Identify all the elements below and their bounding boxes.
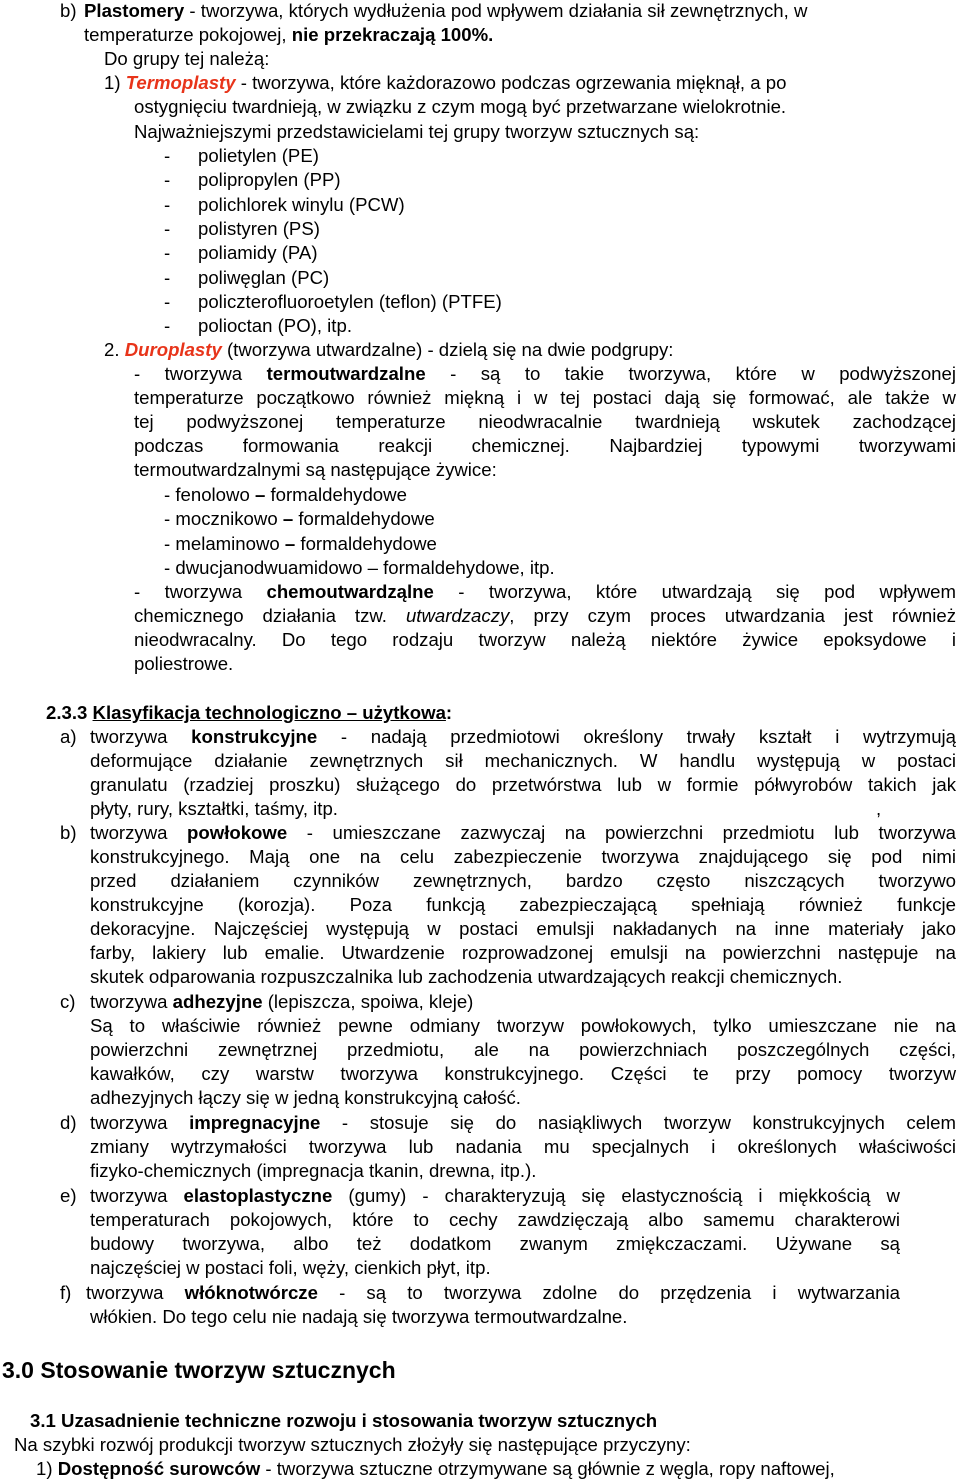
section-233-heading xyxy=(46,702,452,724)
chemo-line-4: poliestrowe. xyxy=(134,653,234,674)
plastomery-line-1 xyxy=(84,0,807,22)
resin-item-b: formaldehydowe xyxy=(265,484,407,505)
section-233-colon: : xyxy=(445,702,453,723)
chemo-line-2 xyxy=(134,605,956,627)
point-1-term: Dostępność surowców xyxy=(57,1458,261,1479)
item-f-line-2: włókien. Do tego celu nie nadają się tworzywa termoutwardzalne. xyxy=(90,1306,628,1327)
resin-item xyxy=(164,508,435,530)
item-a-stray-comma: , xyxy=(876,798,882,819)
termo-pre: - tworzywa xyxy=(134,363,267,384)
termoplasty-lead: Najważniejszymi przedstawicielami tej grupy tworzyw sztucznych są: xyxy=(134,121,700,142)
dash-bullet: - xyxy=(164,290,171,312)
termoplasty-term: Termoplasty xyxy=(125,72,236,93)
item-d-line-2: zmiany wytrzymałości tworzywa lub nadania mu specjalnych i określonych właściwości xyxy=(90,1136,956,1157)
dash-bullet: - xyxy=(164,169,171,191)
termoplasty-item xyxy=(164,169,341,191)
item-e-pre: tworzywa xyxy=(90,1185,184,1206)
duroplasty-def: (tworzywa utwardzalne) - dzielą się na dwie podgrupy: xyxy=(221,339,674,360)
item-a-line-4: płyty, rury, kształtki, taśmy, itp. xyxy=(90,798,338,819)
termoplasty-item-label: polichlorek winylu (PCW) xyxy=(198,193,405,215)
termoplasty-item-label: poliamidy (PA) xyxy=(198,242,318,264)
resin-item-a: - mocznikowo xyxy=(164,508,283,530)
termo-line-2: temperaturze początkowo również miękną i w tej postaci dają się formować, ale także w xyxy=(134,387,956,408)
item-b-line-1 xyxy=(90,822,956,844)
item-d-pre: tworzywa xyxy=(90,1112,190,1133)
duroplasty-line-1 xyxy=(104,339,673,361)
resin-item xyxy=(164,533,437,555)
item-d-line-3: fizyko-chemicznych (impregnacja tkanin, drewna, itp.). xyxy=(90,1160,537,1181)
chemo-l2b: , przy czym proces utwardzania jest również xyxy=(509,605,956,626)
item-b-line-7: skutek odparowania rozpuszczalnika lub zachodzenia utwardzających reakcji chemicznych. xyxy=(90,966,843,987)
duroplasty-num: 2. xyxy=(104,339,120,360)
item-a-term: konstrukcyjne xyxy=(191,726,318,747)
item-d-line-1 xyxy=(90,1112,956,1134)
dash-bullet: - xyxy=(164,242,171,264)
chemo-line-1 xyxy=(134,581,956,603)
item-f-term: włóknotwórcze xyxy=(184,1282,318,1303)
termoplasty-item xyxy=(164,267,329,289)
termoplasty-item xyxy=(164,315,352,337)
plastomery-marker: b) xyxy=(60,0,77,21)
item-f-line-1 xyxy=(86,1282,900,1304)
termo-line-1 xyxy=(134,363,956,385)
dash-bullet: - xyxy=(164,315,171,337)
termo-line-3: tej podwyższonej temperaturze nieodwracalnie twardnieją wskutek zachodzącej xyxy=(134,411,956,432)
item-a-pre: tworzywa xyxy=(90,726,192,747)
termo-post: - są to takie tworzywa, które w podwyższonej xyxy=(425,363,956,384)
termoplasty-item-label: polistyren (PS) xyxy=(198,217,320,239)
item-a-line-1 xyxy=(90,726,956,748)
item-b-line-6: farby, lakiery lub emalie. Utwardzenie rozprowadzonej emulsji na powierzchni następuje na xyxy=(90,942,956,963)
item-c-line-1 xyxy=(90,991,473,1013)
termoplasty-line-1 xyxy=(104,72,786,94)
item-d-marker: d) xyxy=(60,1112,77,1133)
chemo-l2a: chemicznego działania tzw. xyxy=(134,605,406,626)
item-c-marker: c) xyxy=(60,991,76,1012)
resin-last-text: dwucjanodwuamidowo – formaldehydowe, itp. xyxy=(175,557,555,578)
chemo-term: chemoutwardząlne xyxy=(266,581,434,602)
chemo-pre: - tworzywa xyxy=(134,581,267,602)
termoplasty-item xyxy=(164,145,319,167)
point-1-text: - tworzywa sztuczne otrzymywane są głównie z węgla, ropy naftowej, xyxy=(260,1458,835,1479)
section-31-heading: 3.1 Uzasadnienie techniczne rozwoju i stosowania tworzyw sztucznych xyxy=(30,1410,658,1431)
resin-item-a: - fenolowo xyxy=(164,484,255,505)
resin-item-b: formaldehydowe xyxy=(293,508,435,530)
item-c-term: adhezyjne xyxy=(172,991,263,1012)
termoplasty-line-2: ostygnięciu twardnieją, w związku z czym mogą być przetwarzane wielokrotnie. xyxy=(134,96,787,117)
item-a-line-3: granulatu (rzadziej proszku) służącego do przetwórstwa lub w formie półwyrobów takich jak xyxy=(90,774,956,795)
plastomery-intro: Do grupy tej należą: xyxy=(104,48,270,69)
item-c-l1: (lepiszcza, spoiwa, kleje) xyxy=(262,991,474,1012)
item-e-marker: e) xyxy=(60,1185,77,1206)
item-e-line-4: najczęściej w postaci foli, węży, cienkich płyt, itp. xyxy=(90,1257,491,1278)
section-31-intro: Na szybki rozwój produkcji tworzyw sztucznych złożyły się następujące przyczyny: xyxy=(14,1434,691,1455)
item-f-marker: f) xyxy=(60,1282,72,1303)
item-d-term: impregnacyjne xyxy=(189,1112,321,1133)
plastomery-line-2 xyxy=(84,24,493,46)
dash-bullet: - xyxy=(164,266,171,288)
item-e-line-1 xyxy=(90,1185,900,1207)
item-b-term: powłokowe xyxy=(187,822,288,843)
section-31-point-1 xyxy=(36,1458,835,1480)
item-b-marker: b) xyxy=(60,822,77,843)
termoplasty-item-label: polietylen (PE) xyxy=(198,145,319,166)
item-b-line-3: przed działaniem czynników zewnętrznych, bardzo często niszczących tworzywo xyxy=(90,870,956,891)
resin-item xyxy=(164,484,407,506)
item-c-line-3: powierzchni zewnętrznej przedmiotu, ale na powierzchniach poszczególnych części, xyxy=(90,1039,956,1060)
item-b-line-5: dekoracyjne. Najczęściej występują w postaci emulsji nakładanych na inne materiały jako xyxy=(90,918,956,939)
termo-line-5: termoutwardzalnymi są następujące żywice: xyxy=(134,459,497,480)
plastomery-limit: nie przekraczają 100%. xyxy=(291,24,494,45)
termoplasty-item-label: polioctan (PO), itp. xyxy=(198,315,352,337)
item-c-pre: tworzywa xyxy=(90,991,173,1012)
resin-dash: – xyxy=(282,508,294,530)
section-30-heading: 3.0 Stosowanie tworzyw sztucznych xyxy=(2,1357,396,1383)
termoplasty-def: - tworzywa, które każdorazowo podczas ogrzewania mięknął, a po xyxy=(235,72,787,93)
termoplasty-num: 1) xyxy=(104,72,121,93)
item-b-pre: tworzywa xyxy=(90,822,188,843)
section-233-title: Klasyfikacja technologiczno – użytkowa xyxy=(92,702,446,723)
plastomery-def: - tworzywa, których wydłużenia pod wpływem działania sił zewnętrznych, w xyxy=(184,0,808,21)
item-c-line-5: adhezyjnych łączy się w jedną konstrukcyjną całość. xyxy=(90,1087,521,1108)
resin-dash: – xyxy=(284,532,296,554)
item-f-pre: tworzywa xyxy=(86,1282,185,1303)
termoplasty-item-label: polipropylen (PP) xyxy=(198,169,341,191)
termoplasty-item xyxy=(164,242,318,264)
chemo-line-3: nieodwracalny. Do tego rodzaju tworzyw należą niektóre żywice epoksydowe i xyxy=(134,629,956,650)
termoplasty-item xyxy=(164,218,320,240)
resin-item-b: formaldehydowe xyxy=(295,532,437,554)
termoplasty-item-label: policzterofluoroetylen (teflon) (PTFE) xyxy=(198,290,502,312)
item-c-line-2: Są to właściwie również pewne odmiany tworzyw powłokowych, tylko umieszczane nie na xyxy=(90,1015,956,1036)
termoplasty-item xyxy=(164,194,405,216)
resin-dash: – xyxy=(254,484,266,505)
resin-item-last: - dwucjanodwuamidowo – formaldehydowe, itp. xyxy=(164,557,555,578)
item-d-l1: - stosuje się do nasiąkliwych tworzyw konstrukcyjnych celem xyxy=(320,1112,957,1133)
item-a-l1: - nadają przedmiotowi określony trwały kształt i wytrzymują xyxy=(317,726,957,747)
item-e-l1: (gumy) - charakteryzują się elastycznością i miękkością w xyxy=(332,1185,900,1206)
dash-bullet: - xyxy=(164,145,171,166)
item-a-marker: a) xyxy=(60,726,77,747)
dash-bullet: - xyxy=(164,193,171,215)
chemo-hardener: utwardzaczy xyxy=(405,605,510,626)
duroplasty-term: Duroplasty xyxy=(124,339,222,360)
termoplasty-item xyxy=(164,291,502,313)
termoplasty-item-label: poliwęglan (PC) xyxy=(198,266,330,288)
item-e-term: elastoplastyczne xyxy=(183,1185,333,1206)
termo-line-4: podczas formowania reakcji chemicznej. Najbardziej typowymi tworzywami xyxy=(134,435,956,456)
item-b-l1: - umieszczane zazwyczaj na powierzchni przedmiotu lub tworzywa xyxy=(287,822,956,843)
resin-item-a: - melaminowo xyxy=(164,532,285,554)
item-e-line-2: temperaturach pokojowych, które to cechy zawdzięczają albo samemu charakterowi xyxy=(90,1209,900,1230)
item-e-line-3: budowy tworzywa, albo też dodatkom zwanym zmiękczaczami. Używane są xyxy=(90,1233,900,1254)
plastomery-term: Plastomery xyxy=(84,0,185,21)
dash-bullet: - xyxy=(164,217,171,239)
item-b-line-2: konstrukcyjnego. Mają one na celu zabezpieczenie tworzywa znajdującego się pod nimi xyxy=(90,846,956,867)
section-233-number: 2.3.3 xyxy=(46,702,93,723)
plastomery-def-b: temperaturze pokojowej, xyxy=(84,24,292,45)
item-a-line-2: deformujące działanie zewnętrznych sił mechanicznych. W handlu występują w postaci xyxy=(90,750,956,771)
point-1-num: 1) xyxy=(36,1458,58,1479)
item-f-l1: - są to tworzywa zdolne do przędzenia i wytwarzania xyxy=(317,1282,900,1303)
chemo-post: - tworzywa, które utwardzają się pod wpływem xyxy=(433,581,957,602)
item-b-line-4: konstrukcyjne (korozja). Poza funkcją zabezpieczającą spełniają również funkcje xyxy=(90,894,956,915)
item-c-line-4: kawałków, czy warstw tworzywa konstrukcyjnego. Części te przy pomocy tworzyw xyxy=(90,1063,956,1084)
termo-term: termoutwardzalne xyxy=(266,363,426,384)
